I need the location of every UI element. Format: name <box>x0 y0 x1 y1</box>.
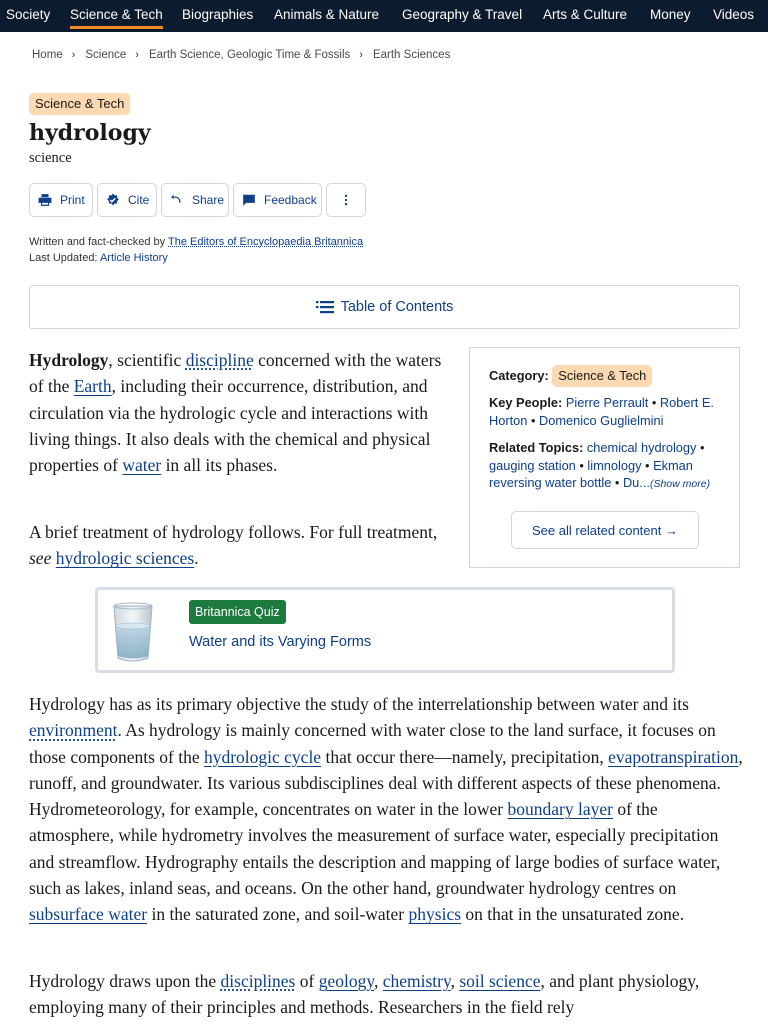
text: Hydrology draws upon the <box>29 971 221 991</box>
text: that occur there—namely, precipitation, <box>321 746 609 767</box>
earth-link[interactable]: Earth <box>73 376 112 397</box>
share-button[interactable] <box>161 183 229 217</box>
text: , and plant physiology, employing many of their principles and methods. Researchers in the field rely <box>29 971 700 1018</box>
evapotranspiration-link[interactable]: evapotranspiration <box>608 746 739 767</box>
nav-item-money[interactable]: Money <box>650 7 691 22</box>
toc-label: Table of Contents <box>340 299 454 315</box>
physics-link[interactable]: physics <box>408 904 462 925</box>
chevron-right-icon: › <box>135 49 139 61</box>
nav-item-animals-nature[interactable]: Animals & Nature <box>274 7 380 22</box>
text: . <box>194 548 199 569</box>
feedback-label: Feedback <box>264 193 317 207</box>
nav-item-videos[interactable]: Videos <box>713 7 755 22</box>
topic-info-box <box>469 347 740 568</box>
subsurface-water-link[interactable]: subsurface water <box>29 904 148 925</box>
category-label: Category: <box>489 368 549 383</box>
hydrologic-sciences-link[interactable]: hydrologic sciences <box>55 548 195 569</box>
cite-label: Cite <box>128 193 150 207</box>
geology-link[interactable]: geology <box>318 971 374 991</box>
text: , <box>450 971 460 991</box>
print-label: Print <box>60 193 85 207</box>
breadcrumb-earth-sciences[interactable]: Earth Sciences <box>372 49 451 61</box>
environment-link[interactable]: environment <box>29 720 118 741</box>
text: on that in the unsaturated zone. <box>461 904 685 925</box>
chevron-right-icon: › <box>71 49 76 61</box>
category-pill[interactable]: Science & Tech <box>552 365 652 387</box>
share-icon <box>170 193 184 207</box>
nav-item-biographies[interactable]: Biographies <box>182 7 254 22</box>
category-badge[interactable]: Science & Tech <box>29 93 130 115</box>
text: in the saturated zone, and soil-water <box>147 904 409 925</box>
text: A brief treatment of hydrology follows. For full treatment, <box>29 522 438 542</box>
body-paragraph <box>29 691 744 928</box>
written-by-prefix: Written and fact-checked by <box>29 236 166 248</box>
text: , <box>373 971 383 991</box>
intro-paragraph <box>29 347 454 478</box>
show-more-link[interactable]: (Show more) <box>649 478 711 490</box>
hydrologic-cycle-link[interactable]: hydrologic cycle <box>203 746 322 767</box>
water-glass-icon <box>108 598 158 664</box>
more-options-button[interactable] <box>326 183 366 217</box>
quiz-card[interactable] <box>95 587 675 673</box>
category-row <box>489 365 652 387</box>
text: Hydrology has as its primary objective the study of the interrelationship between water and its <box>29 694 689 714</box>
brief-treatment-paragraph <box>29 519 454 572</box>
breadcrumb-home[interactable]: Home <box>32 49 63 61</box>
quiz-title[interactable]: Water and its Varying Forms <box>189 634 372 650</box>
breadcrumb-science[interactable]: Science <box>85 49 127 61</box>
nav-item-geography-travel[interactable]: Geography & Travel <box>402 7 523 22</box>
related-topics-row: Related Topics: chemical hydrology • gauging station • limnology • Ekman reversing water bottle • Du...(Show more) <box>489 440 711 490</box>
text: , scientific <box>108 350 186 370</box>
chevron-right-icon: › <box>359 49 363 61</box>
written-by <box>29 236 363 248</box>
more-vertical-icon <box>339 193 353 207</box>
nav-item-science-tech[interactable]: Science & Tech <box>70 0 163 29</box>
editors-link[interactable]: The Editors of Encyclopaedia Britannica <box>168 236 364 248</box>
text: . As hydrology is mainly concerned with water close to the land surface, it focuses on those components of the <box>29 720 716 767</box>
share-label: Share <box>192 193 225 207</box>
body-paragraph <box>29 968 744 1021</box>
key-people-row: Key People: Pierre Perrault • Robert E. Horton • Domenico Guglielmini <box>489 395 714 428</box>
printer-icon <box>38 193 52 207</box>
disciplines-link[interactable]: disciplines <box>220 971 296 991</box>
list-icon <box>316 300 334 314</box>
last-updated <box>29 252 168 264</box>
key-people-label: Key People: <box>489 395 563 410</box>
breadcrumb <box>32 49 450 61</box>
text: in all its phases. <box>161 455 278 476</box>
topic-link[interactable]: Du... <box>622 475 650 490</box>
text: , including their occurrence, distribution, and circulation via the hydrologic cycle and interactions with living things. It also deals with the chemical and physical properties of <box>29 376 431 476</box>
table-of-contents-button[interactable] <box>29 285 740 329</box>
top-navigation <box>0 0 768 32</box>
feedback-button[interactable] <box>233 183 322 217</box>
topic-link[interactable]: Ekman reversing water bottle <box>489 457 693 490</box>
last-updated-prefix: Last Updated: <box>29 252 98 264</box>
article-history-link[interactable]: Article History <box>99 252 168 264</box>
text: of the atmosphere, while hydrometry involves the measurement of surface water, especially precipitation and streamflow. Hydrography entails the description and mapping of large bodies of surface water, such as lakes, inland seas, and oceans. On the other hand, groundwater hydrology centres on <box>29 799 721 899</box>
nav-item-society[interactable]: Society <box>6 7 51 22</box>
boundary-layer-link[interactable]: boundary layer <box>507 799 613 820</box>
feedback-icon <box>242 193 256 207</box>
person-link[interactable]: Robert E. Horton <box>489 395 714 428</box>
discipline-link[interactable]: discipline <box>185 350 254 370</box>
quiz-badge: Britannica Quiz <box>189 600 286 624</box>
print-button[interactable] <box>29 183 93 217</box>
person-link[interactable]: Pierre Perrault <box>565 395 649 410</box>
breadcrumb-earth-science[interactable]: Earth Science, Geologic Time & Fossils <box>148 49 351 61</box>
verified-badge-icon <box>106 193 120 207</box>
text: of <box>295 971 319 991</box>
cite-button[interactable] <box>97 183 157 217</box>
see-emphasis: see <box>29 548 52 569</box>
topic-link[interactable]: chemical hydrology <box>586 440 697 455</box>
text: , runoff, and groundwater. Its various subdisciplines deal with different aspects of these phenomena. Hydrometeorology, for example, concentrates on water in the lower <box>29 746 743 820</box>
topic-link[interactable]: gauging station <box>489 457 576 473</box>
page-title: hydrology <box>29 120 151 146</box>
see-all-related-button[interactable]: See all related content → <box>511 511 699 549</box>
related-topics-label: Related Topics: <box>489 440 584 455</box>
topic-link[interactable]: limnology <box>587 457 642 473</box>
soil-science-link[interactable]: soil science <box>459 971 541 991</box>
lead-term: Hydrology <box>29 350 109 370</box>
person-link[interactable]: Domenico Guglielmini <box>539 412 664 428</box>
chemistry-link[interactable]: chemistry <box>382 971 451 991</box>
water-link[interactable]: water <box>122 455 162 476</box>
page-subtitle: science <box>29 150 72 166</box>
nav-item-arts-culture[interactable]: Arts & Culture <box>543 7 628 22</box>
text: concerned with the waters of the <box>29 350 442 397</box>
